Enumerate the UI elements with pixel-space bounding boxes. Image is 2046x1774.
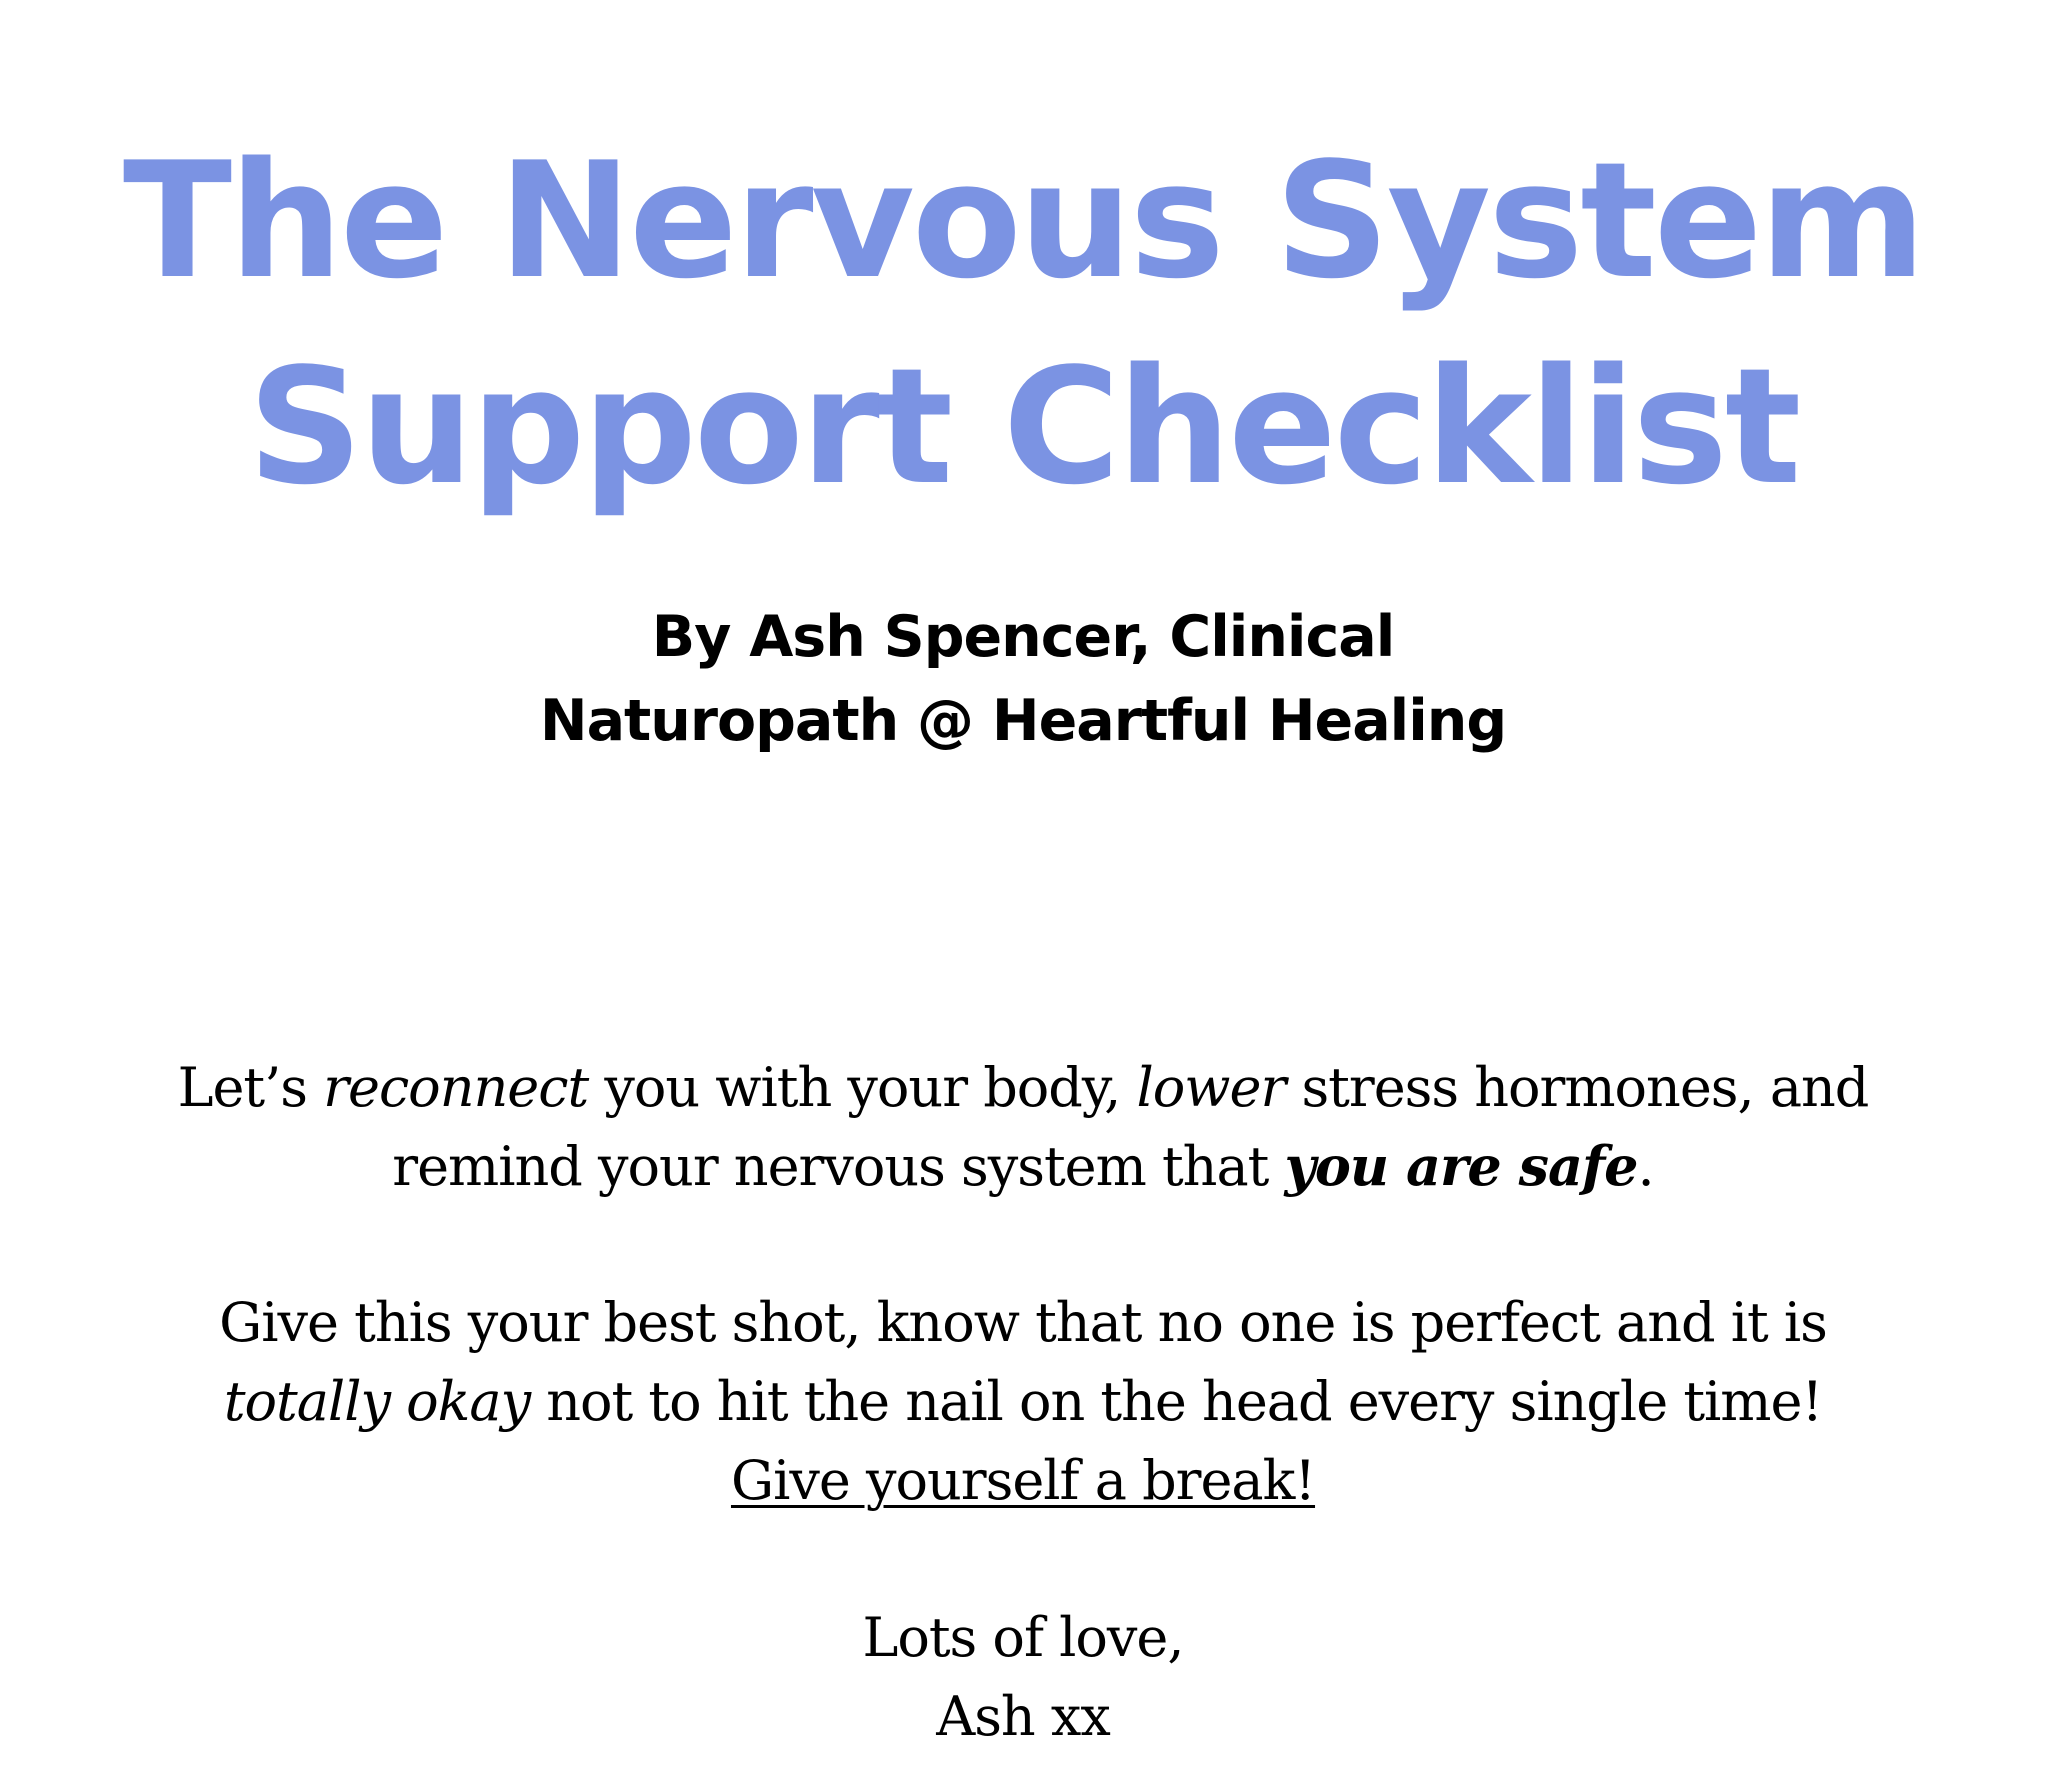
author-byline (0, 595, 2046, 763)
encouragement-line-1: Give this your best shot, know that no one is perfect and it is (219, 1291, 1827, 1354)
emphasis-lower: lower (1136, 1056, 1286, 1119)
encouragement-line-2 (0, 1362, 2046, 1441)
intro-line-1 (0, 1048, 2046, 1127)
intro-text: remind your nervous system that (392, 1135, 1285, 1198)
encouragement-text: not to hit the nail on the head every single time! (530, 1370, 1823, 1433)
signoff-line-1: Lots of love, (862, 1606, 1184, 1669)
intro-paragraph (0, 1048, 2046, 1206)
underlined-give-yourself-a-break: Give yourself a break! (730, 1449, 1316, 1512)
encouragement-line-3 (0, 1441, 2046, 1520)
title-line-2: Support Checklist (247, 333, 1799, 520)
emphasis-you-are-safe: you are safe (1284, 1134, 1638, 1198)
encouragement-paragraph (0, 1283, 2046, 1520)
intro-text: Let’s (177, 1056, 324, 1119)
emphasis-totally-okay: totally okay (223, 1370, 531, 1433)
emphasis-reconnect: reconnect (323, 1056, 589, 1119)
signoff-paragraph (0, 1598, 2046, 1756)
byline-line-2: Naturopath @ Heartful Healing (539, 688, 1507, 754)
page-title (0, 118, 2046, 530)
intro-text: stress hormones, and (1285, 1056, 1869, 1119)
intro-text: . (1637, 1135, 1654, 1198)
intro-line-2 (0, 1127, 2046, 1206)
byline-line-1: By Ash Spencer, Clinical (651, 604, 1395, 670)
title-line-1: The Nervous System (122, 127, 1924, 314)
signoff-line-2: Ash xx (936, 1685, 1110, 1748)
intro-text: you with your body, (588, 1056, 1137, 1119)
